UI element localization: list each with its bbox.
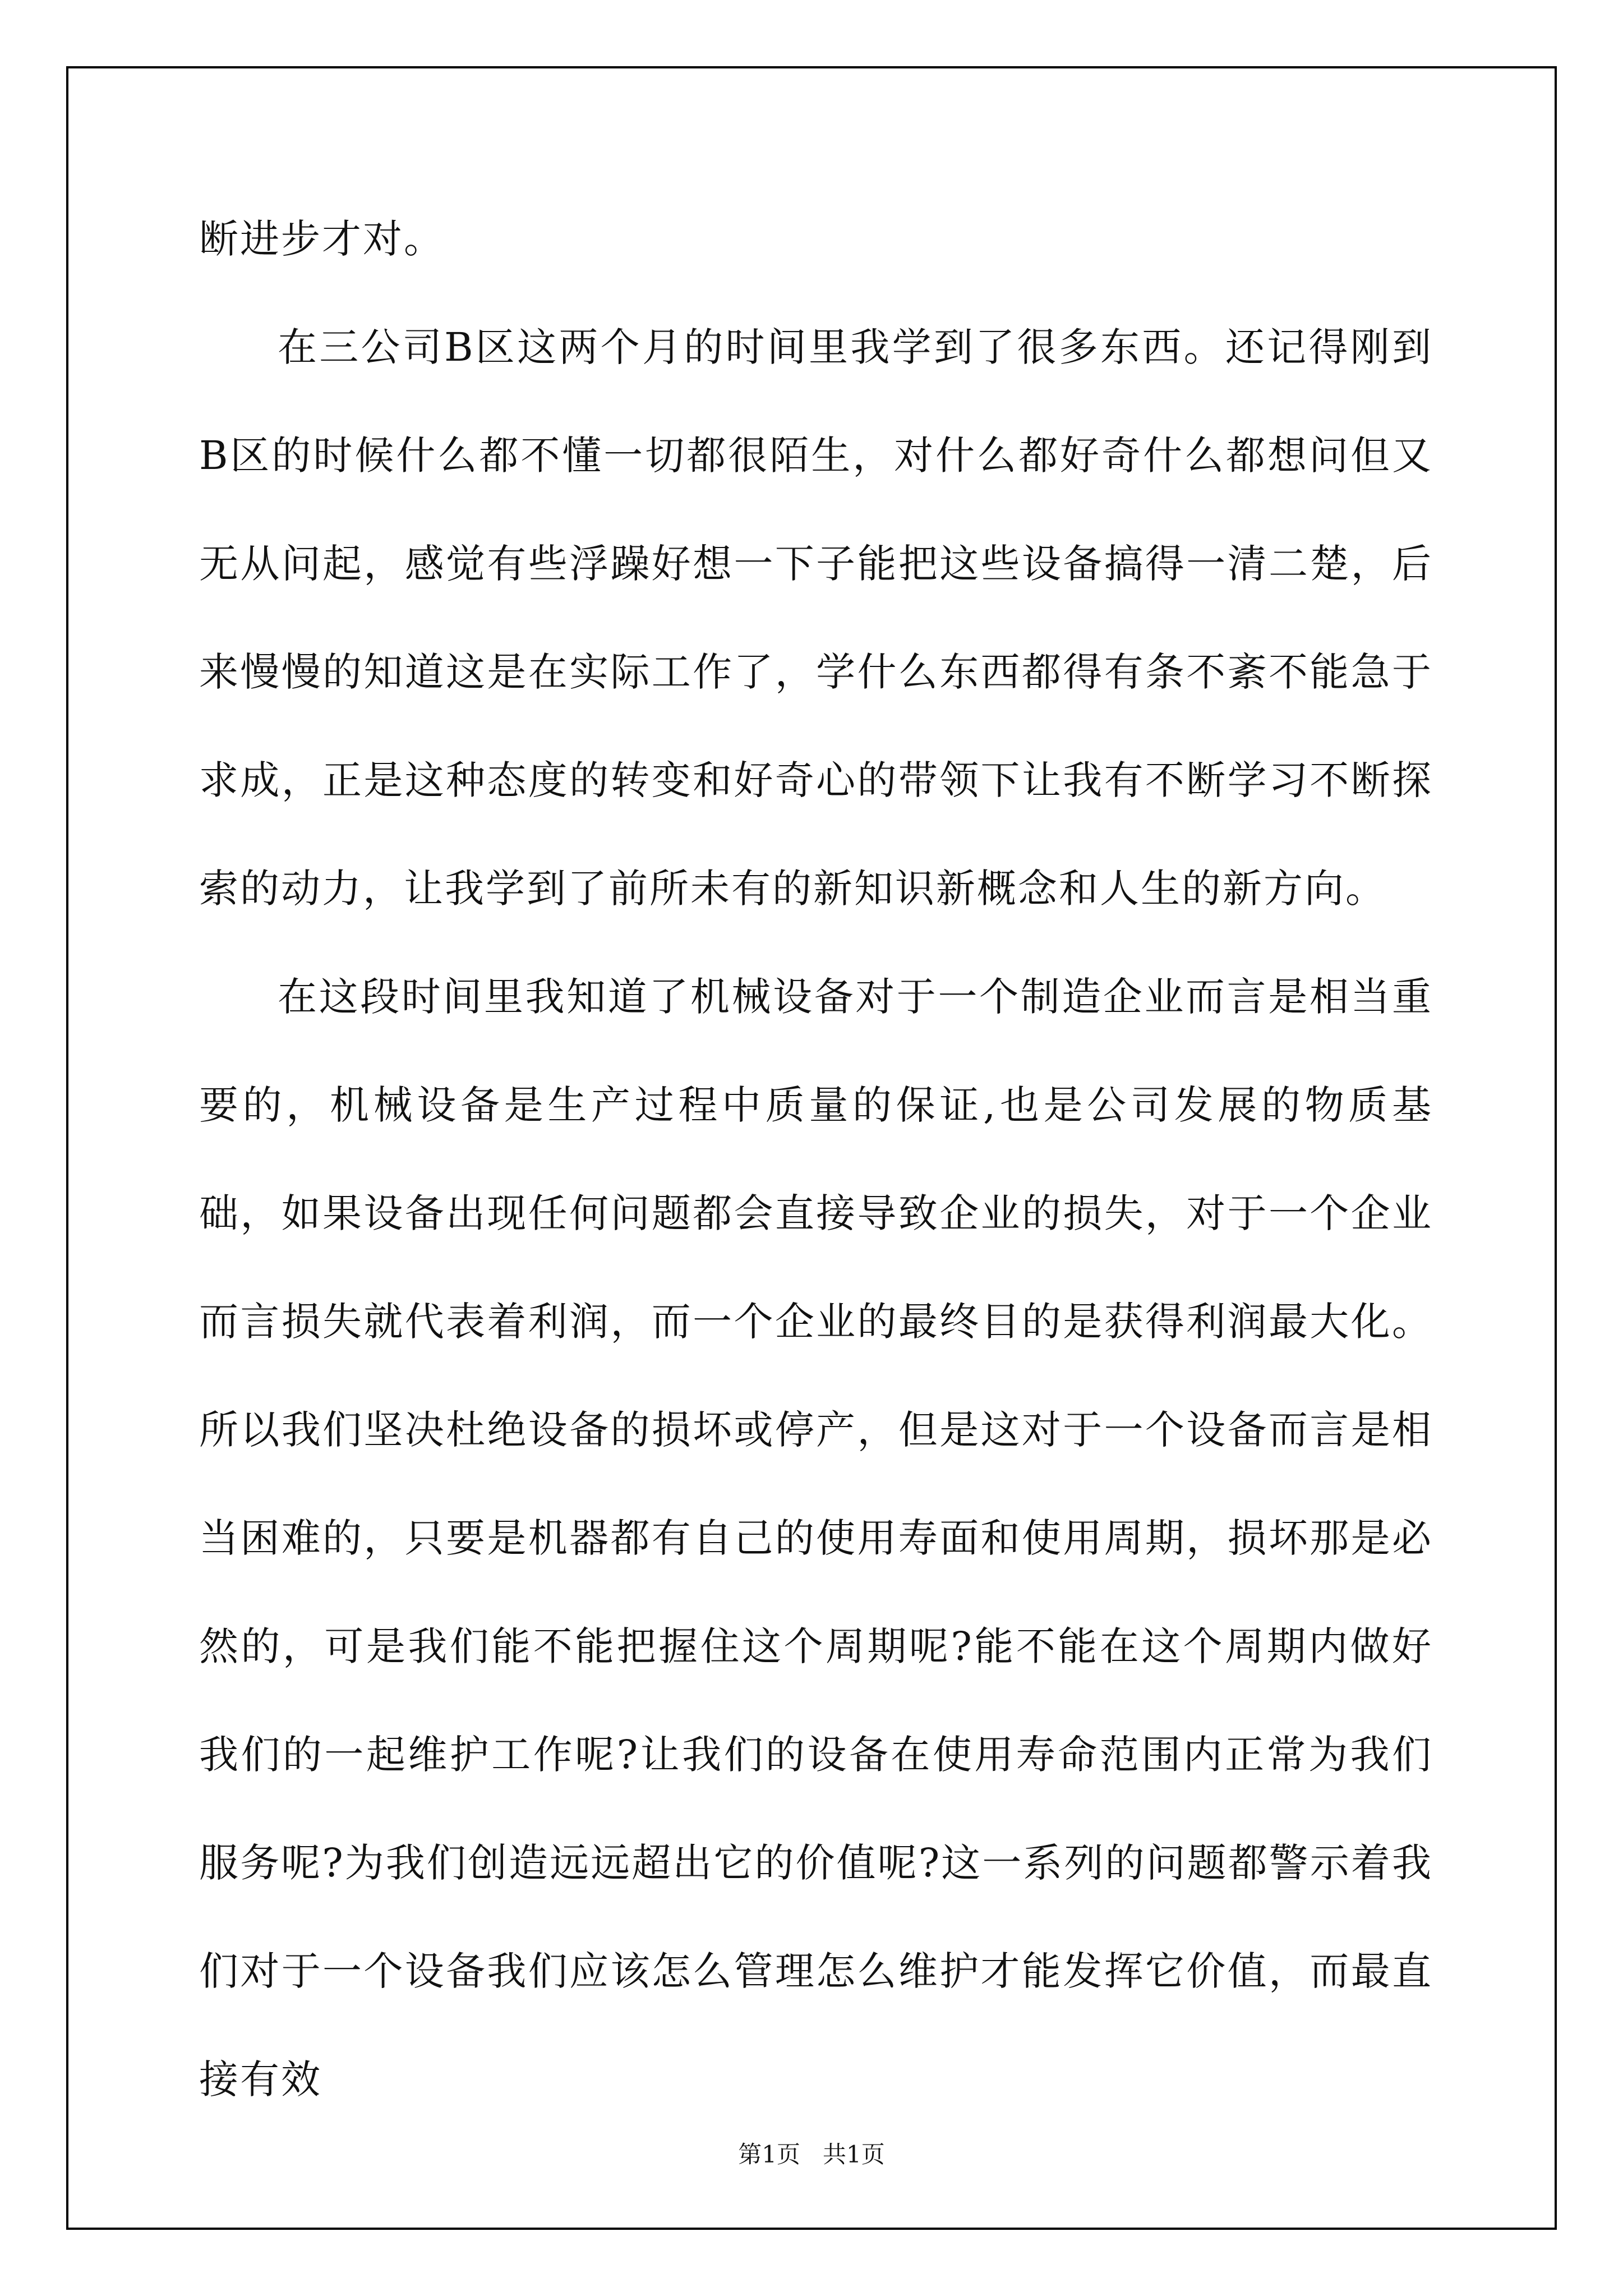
page-footer bbox=[0, 2136, 1623, 2170]
paragraph-continuation: 断进步才对。 bbox=[199, 216, 445, 262]
paragraph-equipment: 在这段时间里我知道了机械设备对于一个制造企业而言是相当重要的，机械设备是生产过程中质量的保证,也是公司发展的物质基础，如果设备出现任何问题都会直接导致企业的损失，对于一个企业而言损失就代表着利润，而一个企业的最终目的是获得利润最大化。所以我们坚决杜绝设备的损坏或停产，但是这对于一个设备而言是相当困难的，只要是机器都有自己的使用寿面和使用周期，损坏那是必然的，可是我们能不能把握住这个周期呢?能不能在这个周期内做好我们的一起维护工作呢?让我们的设备在使用寿命范围内正常为我们服务呢?为我们创造远远超出它的价值呢?这一系列的问题都警示着我们对于一个设备我们应该怎么管理怎么维护才能发挥它价值，而最直接有效 bbox=[199, 974, 1433, 2102]
page-total-label: 共1页 bbox=[823, 2141, 885, 2168]
page-number-label: 第1页 bbox=[738, 2141, 800, 2168]
paragraph-learning: 在三公司B区这两个月的时间里我学到了很多东西。还记得刚到B区的时候什么都不懂一切都很陌生，对什么都好奇什么都想问但又无从问起，感觉有些浮躁好想一下子能把这些设备搞得一清二楚，后来慢慢的知道这是在实际工作了，学什么东西都得有条不紊不能急于求成，正是这种态度的转变和好奇心的带领下让我有不断学习不断探索的动力，让我学到了前所未有的新知识新概念和人生的新方向。 bbox=[199, 324, 1433, 912]
document-body bbox=[199, 185, 1433, 2134]
